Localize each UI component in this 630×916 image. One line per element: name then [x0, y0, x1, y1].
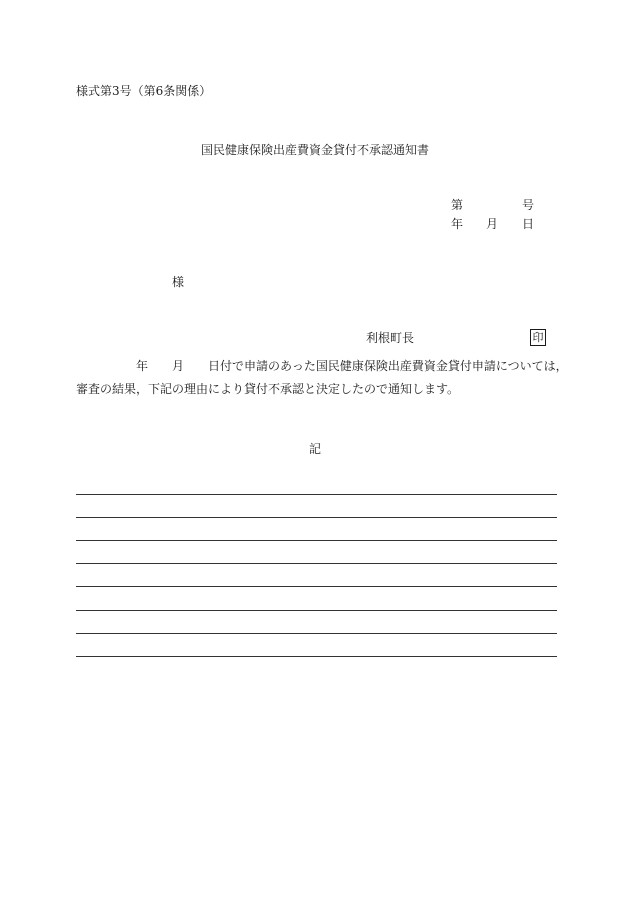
body-text-line-2: 審査の結果，下記の理由により貸付不承認と決定したので通知します。 — [76, 382, 460, 396]
reason-line — [76, 517, 557, 518]
ki-heading: 記 — [308, 442, 321, 456]
body-month-label: 月 — [172, 359, 185, 373]
issuer-name: 利根町長 — [366, 331, 415, 345]
body-year-label: 年 — [136, 359, 149, 373]
reason-line — [76, 540, 557, 541]
date-month-label: 月 — [486, 217, 499, 231]
reason-line — [76, 610, 557, 611]
reason-line — [76, 563, 557, 564]
date-year-label: 年 — [451, 217, 464, 231]
document-title: 国民健康保険出産費資金貸付不承認通知書 — [200, 143, 429, 157]
form-number-label: 様式第3号（第6条関係） — [76, 84, 212, 98]
document-number-suffix: 号 — [522, 198, 535, 212]
date-day-label: 日 — [522, 217, 535, 231]
body-text-line-1: 日付で申請のあった国民健康保険出産費資金貸付申請については， — [208, 359, 568, 373]
seal-stamp: 印 — [530, 329, 546, 346]
reason-line — [76, 586, 557, 587]
reason-line — [76, 656, 557, 657]
recipient-honorific: 様 — [172, 275, 185, 289]
reason-line — [76, 633, 557, 634]
document-number-prefix: 第 — [451, 198, 464, 212]
reason-line — [76, 494, 557, 495]
